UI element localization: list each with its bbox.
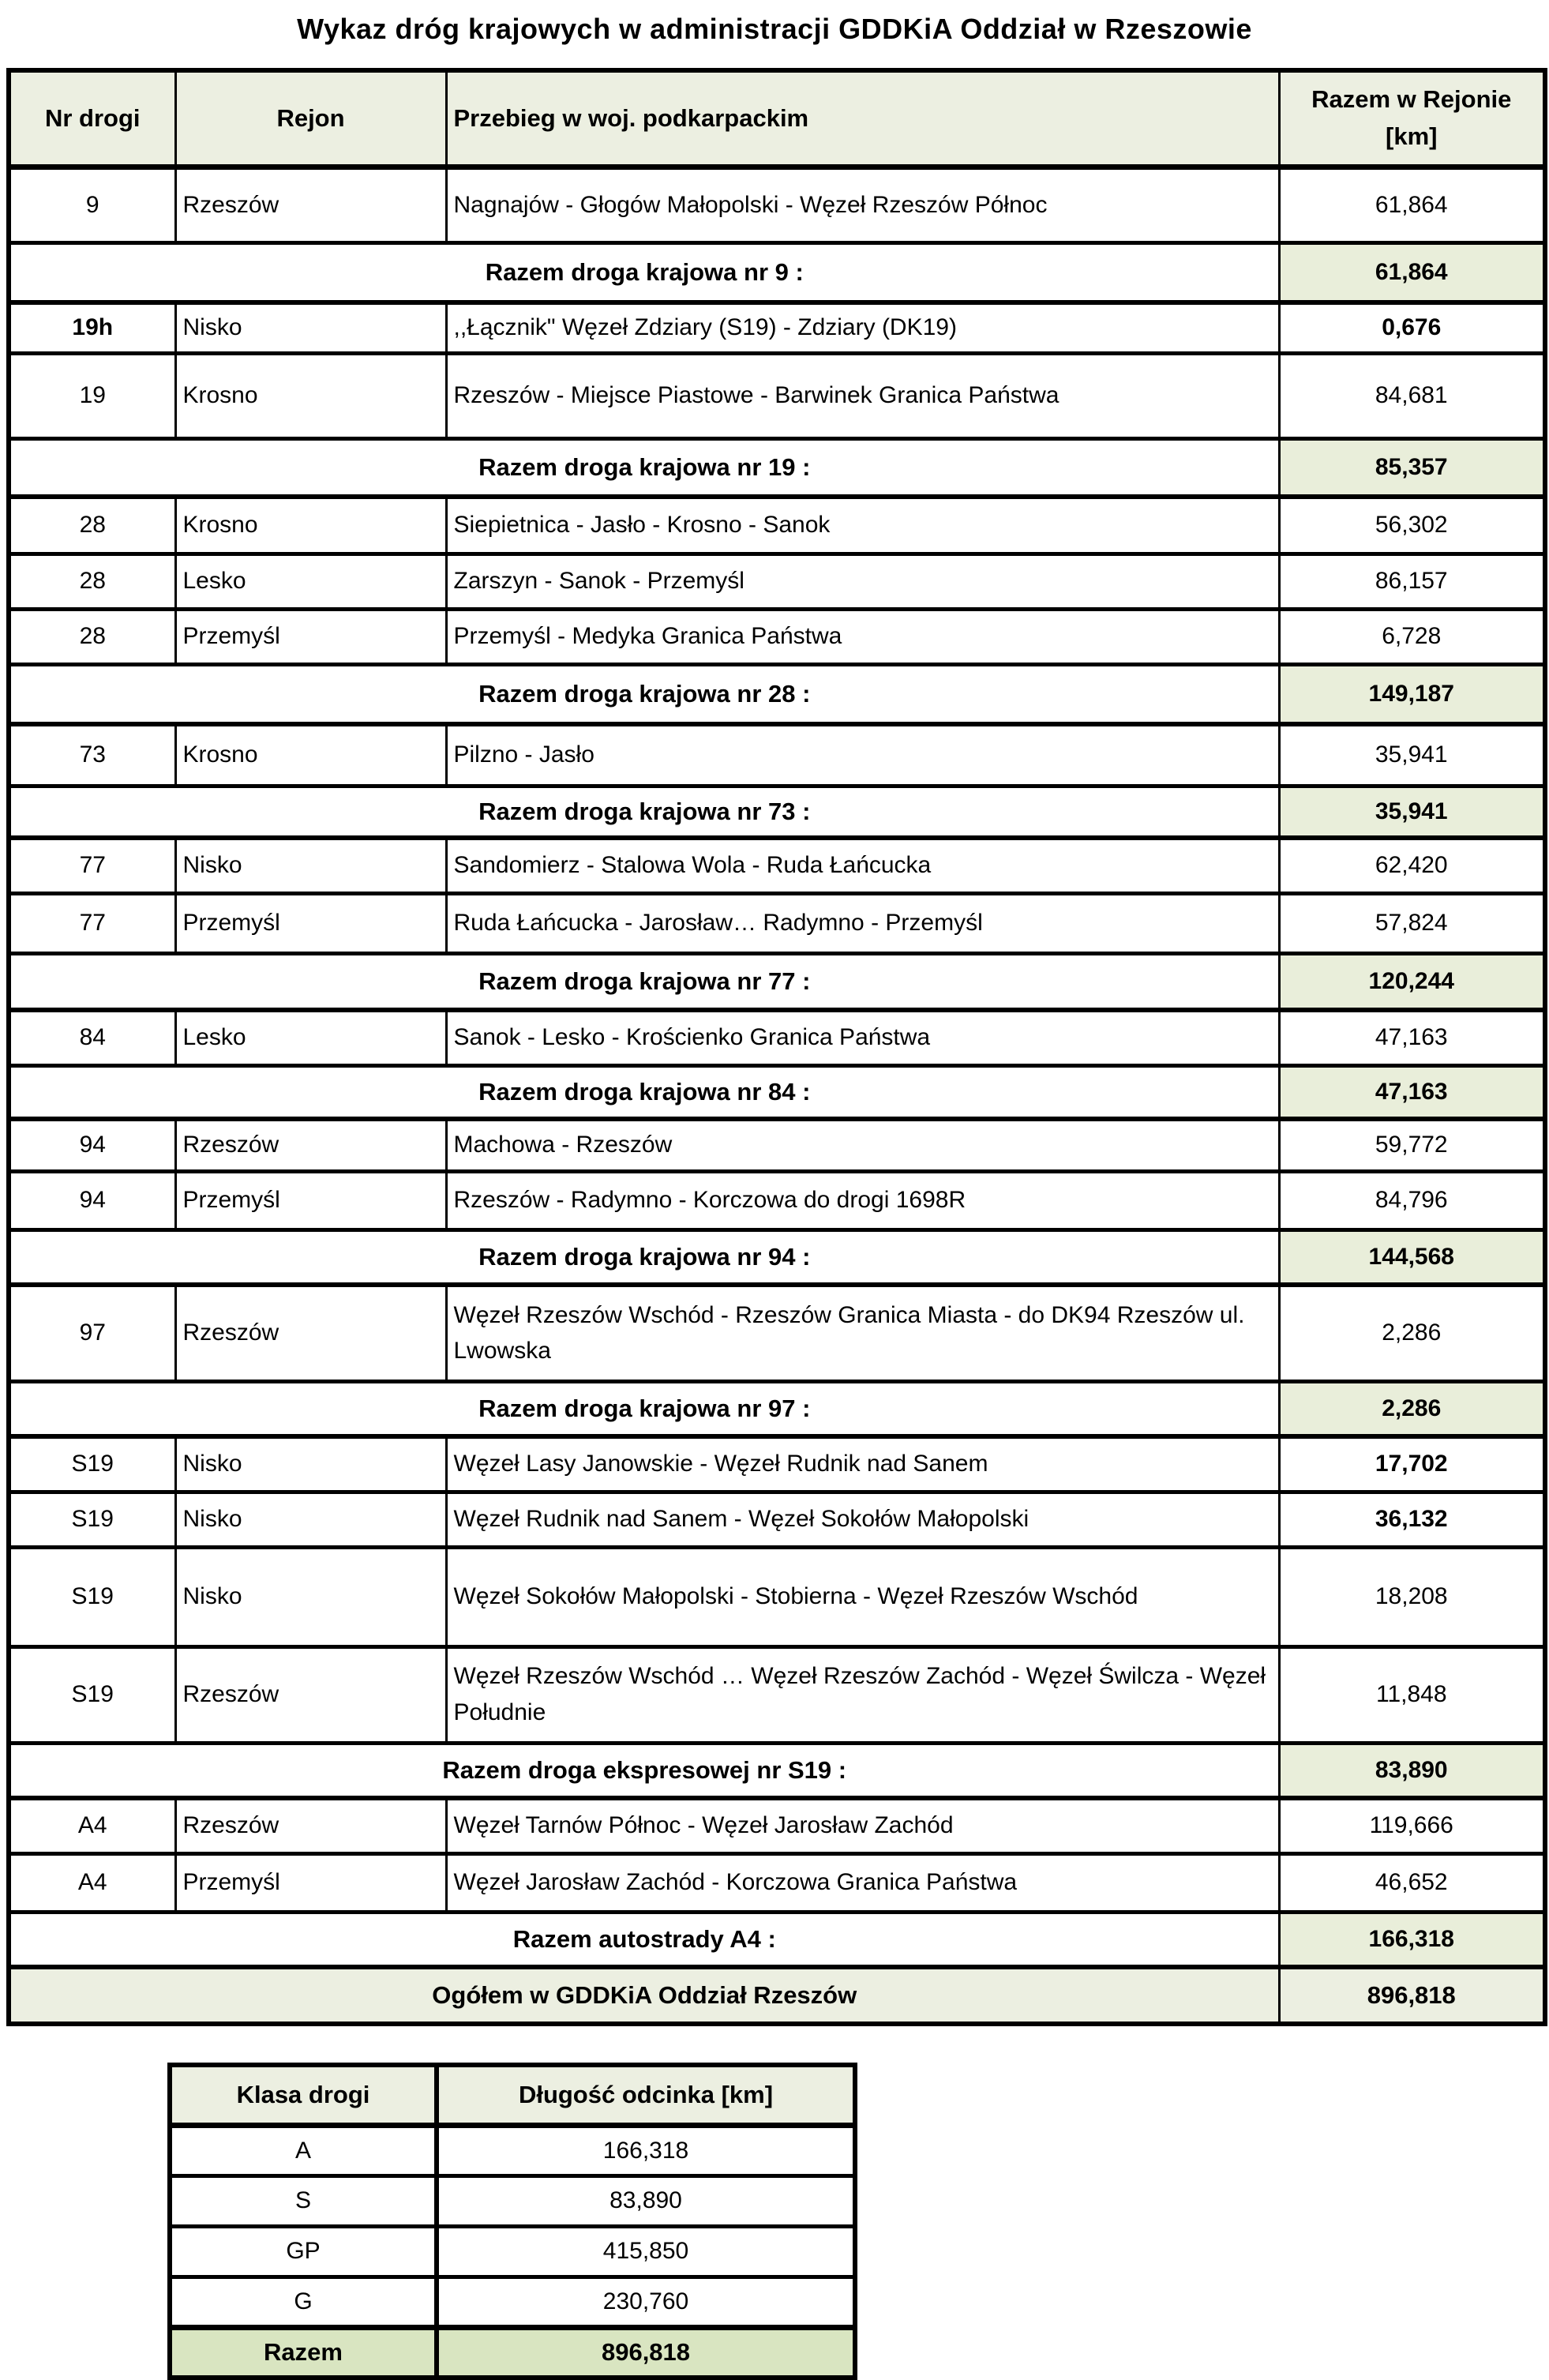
cell-region: Rzeszów (175, 1798, 446, 1853)
header-row (9, 70, 1545, 167)
cell-route: Rzeszów - Miejsce Piastowe - Barwinek Granica Państwa (446, 353, 1279, 438)
table-row (9, 167, 1545, 242)
summary-value: 61,864 (1279, 242, 1545, 302)
cell-route: Węzeł Sokołów Małopolski - Stobierna - Węzeł Rzeszów Wschód (446, 1547, 1279, 1646)
cell-route: ,,Łącznik" Węzeł Zdziary (S19) - Zdziary (DK19) (446, 302, 1279, 353)
cell-road-number: S19 (9, 1436, 175, 1492)
cell-length: 35,941 (1279, 724, 1545, 786)
cell-region: Nisko (175, 1436, 446, 1492)
summary-row (9, 1912, 1545, 1967)
cell-route: Węzeł Rudnik nad Sanem - Węzeł Sokołów Małopolski (446, 1492, 1279, 1547)
cell-road-number: 97 (9, 1285, 175, 1381)
class-row (170, 2125, 855, 2175)
cell-route: Machowa - Rzeszów (446, 1119, 1279, 1171)
grand-total-label: Ogółem w GDDKiA Oddział Rzeszów (9, 1967, 1279, 2024)
cell-road-number: 84 (9, 1010, 175, 1065)
table-row (9, 1547, 1545, 1646)
cell-route: Pilzno - Jasło (446, 724, 1279, 786)
cell-road-number: S19 (9, 1547, 175, 1646)
cell-route: Rzeszów - Radymno - Korczowa do drogi 1698R (446, 1171, 1279, 1229)
cell-region: Przemyśl (175, 1853, 446, 1912)
grand-total-value: 896,818 (1279, 1967, 1545, 2024)
class-row (170, 2175, 855, 2226)
table-row (9, 1646, 1545, 1743)
cell-length: 62,420 (1279, 838, 1545, 893)
cell-region: Rzeszów (175, 1646, 446, 1743)
cell-region: Przemyśl (175, 609, 446, 664)
cell-length: 59,772 (1279, 1119, 1545, 1171)
summary-row (9, 664, 1545, 724)
cell-length: 46,652 (1279, 1853, 1545, 1912)
table-row (9, 1119, 1545, 1171)
summary-label: Razem droga krajowa nr 73 : (9, 786, 1279, 838)
cell-road-number: A4 (9, 1853, 175, 1912)
cell-length: 17,702 (1279, 1436, 1545, 1492)
cell-route: Węzeł Jarosław Zachód - Korczowa Granica Państwa (446, 1853, 1279, 1912)
cell-class-length: 230,760 (437, 2277, 855, 2327)
cell-road-number: 9 (9, 167, 175, 242)
cell-length: 57,824 (1279, 893, 1545, 953)
header-total: Razem w Rejonie [km] (1279, 70, 1545, 167)
summary-value: 83,890 (1279, 1743, 1545, 1798)
cell-length: 84,681 (1279, 353, 1545, 438)
cell-route: Przemyśl - Medyka Granica Państwa (446, 609, 1279, 664)
cell-road-number: 94 (9, 1171, 175, 1229)
summary-value: 149,187 (1279, 664, 1545, 724)
cell-region: Nisko (175, 302, 446, 353)
summary-label: Razem droga krajowa nr 97 : (9, 1381, 1279, 1436)
class-total-value: 896,818 (437, 2327, 855, 2378)
summary-value: 166,318 (1279, 1912, 1545, 1967)
cell-class-length: 166,318 (437, 2125, 855, 2175)
cell-class: S (170, 2175, 437, 2226)
class-row (170, 2226, 855, 2277)
class-total-row (170, 2327, 855, 2378)
table-row (9, 1436, 1545, 1492)
cell-road-number: 77 (9, 893, 175, 953)
cell-region: Nisko (175, 838, 446, 893)
header-road-number: Nr drogi (9, 70, 175, 167)
cell-class: GP (170, 2226, 437, 2277)
cell-route: Siepietnica - Jasło - Krosno - Sanok (446, 497, 1279, 554)
table-row (9, 1010, 1545, 1065)
cell-length: 119,666 (1279, 1798, 1545, 1853)
summary-row (9, 953, 1545, 1010)
cell-region: Nisko (175, 1492, 446, 1547)
header-road-class: Klasa drogi (170, 2065, 437, 2125)
summary-value: 35,941 (1279, 786, 1545, 838)
summary-label: Razem droga krajowa nr 84 : (9, 1065, 1279, 1119)
summary-label: Razem droga ekspresowej nr S19 : (9, 1743, 1279, 1798)
summary-label: Razem droga krajowa nr 28 : (9, 664, 1279, 724)
cell-region: Krosno (175, 497, 446, 554)
header-route: Przebieg w woj. podkarpackim (446, 70, 1279, 167)
cell-road-number: 28 (9, 554, 175, 609)
summary-label: Razem droga krajowa nr 77 : (9, 953, 1279, 1010)
summary-value: 85,357 (1279, 438, 1545, 497)
table-row (9, 1285, 1545, 1381)
cell-class-length: 415,850 (437, 2226, 855, 2277)
summary-label: Razem droga krajowa nr 94 : (9, 1229, 1279, 1285)
table-row (9, 554, 1545, 609)
cell-class-length: 83,890 (437, 2175, 855, 2226)
cell-length: 47,163 (1279, 1010, 1545, 1065)
cell-route: Węzeł Rzeszów Wschód … Węzeł Rzeszów Zachód - Węzeł Świlcza - Węzeł Południe (446, 1646, 1279, 1743)
summary-value: 144,568 (1279, 1229, 1545, 1285)
table-row (9, 1798, 1545, 1853)
cell-region: Rzeszów (175, 1119, 446, 1171)
cell-road-number: S19 (9, 1492, 175, 1547)
cell-length: 84,796 (1279, 1171, 1545, 1229)
cell-road-number: 28 (9, 609, 175, 664)
cell-region: Lesko (175, 1010, 446, 1065)
cell-length: 0,676 (1279, 302, 1545, 353)
table-row (9, 1853, 1545, 1912)
table-row (9, 353, 1545, 438)
table-row (9, 497, 1545, 554)
summary-label: Razem droga krajowa nr 19 : (9, 438, 1279, 497)
cell-length: 11,848 (1279, 1646, 1545, 1743)
summary-row (9, 1229, 1545, 1285)
summary-row (9, 438, 1545, 497)
roads-table (6, 68, 1547, 2026)
cell-route: Węzeł Lasy Janowskie - Węzeł Rudnik nad Sanem (446, 1436, 1279, 1492)
cell-region: Nisko (175, 1547, 446, 1646)
cell-road-number: 19 (9, 353, 175, 438)
header-region: Rejon (175, 70, 446, 167)
summary-row (9, 1381, 1545, 1436)
class-total-label: Razem (170, 2327, 437, 2378)
cell-route: Węzeł Rzeszów Wschód - Rzeszów Granica Miasta - do DK94 Rzeszów ul. Lwowska (446, 1285, 1279, 1381)
cell-class: A (170, 2125, 437, 2175)
table-row (9, 609, 1545, 664)
cell-route: Ruda Łańcucka - Jarosław… Radymno - Przemyśl (446, 893, 1279, 953)
cell-length: 6,728 (1279, 609, 1545, 664)
cell-road-number: 94 (9, 1119, 175, 1171)
cell-length: 86,157 (1279, 554, 1545, 609)
header-section-length: Długość odcinka [km] (437, 2065, 855, 2125)
cell-region: Lesko (175, 554, 446, 609)
summary-row (9, 786, 1545, 838)
cell-region: Krosno (175, 353, 446, 438)
summary-value: 120,244 (1279, 953, 1545, 1010)
cell-length: 36,132 (1279, 1492, 1545, 1547)
cell-route: Sandomierz - Stalowa Wola - Ruda Łańcucka (446, 838, 1279, 893)
cell-region: Przemyśl (175, 893, 446, 953)
cell-length: 61,864 (1279, 167, 1545, 242)
table-row (9, 1492, 1545, 1547)
cell-road-number: 28 (9, 497, 175, 554)
cell-length: 56,302 (1279, 497, 1545, 554)
cell-region: Krosno (175, 724, 446, 786)
cell-route: Zarszyn - Sanok - Przemyśl (446, 554, 1279, 609)
summary-row (9, 1743, 1545, 1798)
grand-total-row (9, 1967, 1545, 2024)
page-title: Wykaz dróg krajowych w administracji GDDKiA Oddział w Rzeszowie (297, 13, 1252, 45)
summary-value: 47,163 (1279, 1065, 1545, 1119)
cell-route: Węzeł Tarnów Północ - Węzeł Jarosław Zachód (446, 1798, 1279, 1853)
road-class-table (167, 2063, 857, 2380)
summary-label: Razem autostrady A4 : (9, 1912, 1279, 1967)
table-row (9, 724, 1545, 786)
cell-region: Rzeszów (175, 1285, 446, 1381)
table-row (9, 893, 1545, 953)
summary-row (9, 1065, 1545, 1119)
cell-length: 18,208 (1279, 1547, 1545, 1646)
summary-value: 2,286 (1279, 1381, 1545, 1436)
table-row (9, 1171, 1545, 1229)
cell-road-number: 73 (9, 724, 175, 786)
summary-row (9, 242, 1545, 302)
summary-label: Razem droga krajowa nr 9 : (9, 242, 1279, 302)
cell-route: Nagnajów - Głogów Małopolski - Węzeł Rzeszów Północ (446, 167, 1279, 242)
cell-road-number: A4 (9, 1798, 175, 1853)
table-row (9, 302, 1545, 353)
class-row (170, 2277, 855, 2327)
table-row (9, 838, 1545, 893)
cell-road-number: 77 (9, 838, 175, 893)
cell-road-number: 19h (9, 302, 175, 353)
class-header-row (170, 2065, 855, 2125)
cell-region: Przemyśl (175, 1171, 446, 1229)
cell-class: G (170, 2277, 437, 2327)
cell-region: Rzeszów (175, 167, 446, 242)
cell-route: Sanok - Lesko - Krościenko Granica Państwa (446, 1010, 1279, 1065)
cell-length: 2,286 (1279, 1285, 1545, 1381)
cell-road-number: S19 (9, 1646, 175, 1743)
